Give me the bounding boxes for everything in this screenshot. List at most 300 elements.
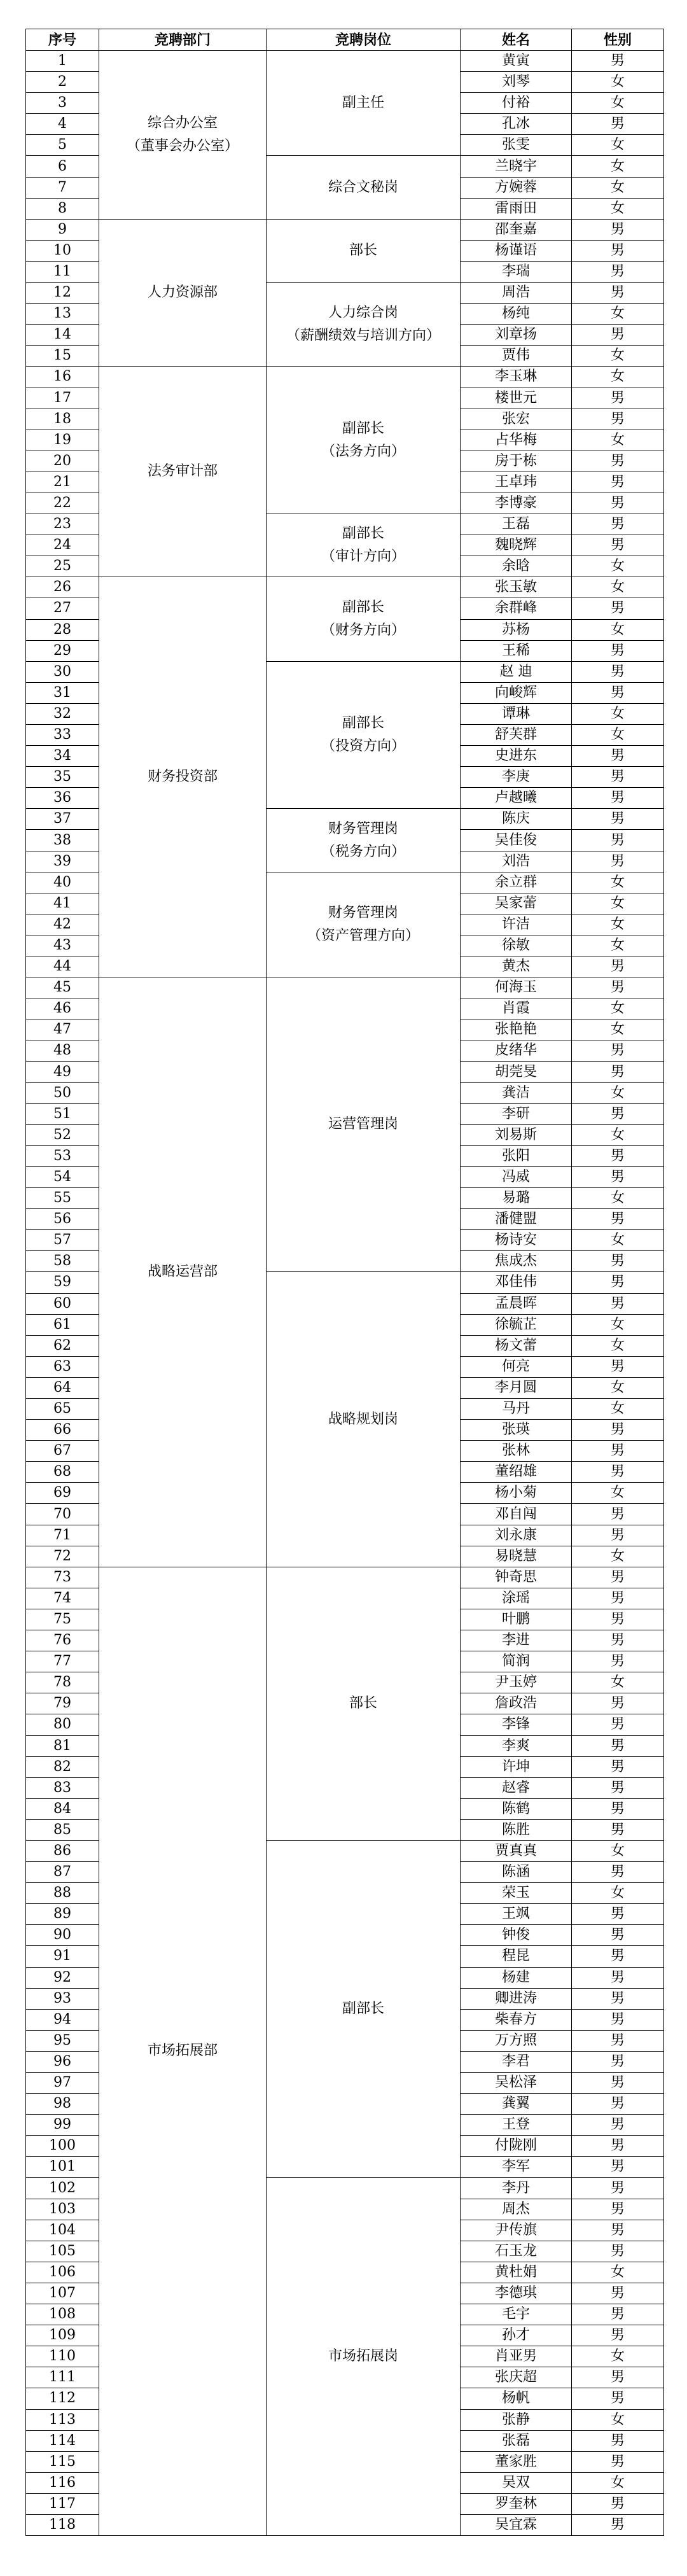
- cell-index: 36: [26, 788, 99, 809]
- cell-name: 陈涵: [461, 1862, 572, 1883]
- cell-name: 余群峰: [461, 598, 572, 619]
- cell-index: 61: [26, 1314, 99, 1335]
- cell-index: 65: [26, 1399, 99, 1420]
- cell-gender: 男: [572, 1145, 664, 1166]
- cell-index: 44: [26, 956, 99, 977]
- cell-index: 116: [26, 2472, 99, 2493]
- cell-name: 龚翼: [461, 2094, 572, 2115]
- cell-name: 李德琪: [461, 2283, 572, 2304]
- cell-name: 张瑛: [461, 1420, 572, 1441]
- cell-gender: 男: [572, 1272, 664, 1293]
- cell-gender: 男: [572, 2157, 664, 2178]
- cell-gender: 男: [572, 2030, 664, 2051]
- cell-name: 周杰: [461, 2199, 572, 2220]
- position-name-line: 部长: [349, 242, 377, 258]
- department-name-line: 综合办公室: [147, 115, 218, 131]
- cell-name: 谭琳: [461, 703, 572, 724]
- cell-position: [267, 1272, 461, 1567]
- cell-gender: 男: [572, 1630, 664, 1651]
- cell-name: 尹传旗: [461, 2220, 572, 2241]
- cell-index: 30: [26, 661, 99, 682]
- position-name-line: （资产管理方向）: [307, 927, 419, 944]
- position-name-line: 综合文秘岗: [328, 179, 398, 195]
- cell-gender: 女: [572, 1230, 664, 1251]
- cell-gender: 男: [572, 2283, 664, 2304]
- cell-name: 李瑞: [461, 261, 572, 282]
- cell-gender: 男: [572, 1798, 664, 1819]
- position-name-line: （税务方向）: [321, 843, 405, 860]
- cell-gender: 男: [572, 2325, 664, 2346]
- cell-index: 84: [26, 1798, 99, 1819]
- department-name-line: （董事会办公室）: [126, 137, 239, 154]
- cell-index: 83: [26, 1777, 99, 1798]
- cell-index: 40: [26, 872, 99, 893]
- cell-position: [267, 577, 461, 661]
- cell-name: 龚洁: [461, 1082, 572, 1103]
- cell-name: 雷雨田: [461, 198, 572, 219]
- cell-position: [267, 514, 461, 577]
- cell-name: 苏杨: [461, 619, 572, 640]
- cell-gender: 男: [572, 1925, 664, 1946]
- position-name-line: 财务管理岗: [328, 820, 398, 837]
- cell-index: 67: [26, 1441, 99, 1462]
- cell-index: 46: [26, 998, 99, 1019]
- cell-gender: 男: [572, 746, 664, 767]
- cell-name: 刘章扬: [461, 325, 572, 346]
- cell-gender: 男: [572, 1904, 664, 1925]
- cell-index: 1: [26, 51, 99, 72]
- cell-name: 贾伟: [461, 346, 572, 367]
- cell-gender: 男: [572, 1735, 664, 1756]
- cell-gender: 男: [572, 598, 664, 619]
- table-row: [26, 219, 664, 240]
- cell-name: 刘琴: [461, 72, 572, 93]
- cell-name: 董家胜: [461, 2451, 572, 2472]
- cell-index: 51: [26, 1103, 99, 1124]
- cell-gender: 男: [572, 1714, 664, 1735]
- cell-gender: 男: [572, 2094, 664, 2115]
- cell-gender: 男: [572, 2367, 664, 2388]
- cell-name: 余立群: [461, 872, 572, 893]
- cell-name: 刘易斯: [461, 1124, 572, 1145]
- cell-index: 9: [26, 219, 99, 240]
- department-name-line: 市场拓展部: [147, 2043, 218, 2059]
- cell-index: 13: [26, 304, 99, 325]
- cell-name: 易璐: [461, 1188, 572, 1209]
- cell-index: 31: [26, 682, 99, 703]
- cell-position: [267, 1840, 461, 2178]
- cell-name: 杨帆: [461, 2388, 572, 2409]
- cell-name: 余晗: [461, 556, 572, 577]
- position-name-line: （审计方向）: [321, 549, 405, 565]
- position-name-line: 战略规划岗: [328, 1411, 398, 1427]
- cell-gender: 女: [572, 1377, 664, 1398]
- cell-index: 81: [26, 1735, 99, 1756]
- cell-gender: 女: [572, 156, 664, 177]
- cell-gender: 男: [572, 1525, 664, 1546]
- cell-gender: 男: [572, 2304, 664, 2325]
- cell-gender: 女: [572, 1188, 664, 1209]
- cell-name: 钟俊: [461, 1925, 572, 1946]
- cell-position: [267, 872, 461, 977]
- cell-gender: 男: [572, 2199, 664, 2220]
- cell-index: 33: [26, 725, 99, 746]
- cell-index: 73: [26, 1567, 99, 1588]
- position-name-line: 副部长: [342, 2001, 384, 2017]
- cell-gender: 男: [572, 325, 664, 346]
- cell-gender: 男: [572, 219, 664, 240]
- cell-gender: 女: [572, 367, 664, 388]
- cell-index: 43: [26, 935, 99, 956]
- cell-name: 何海玉: [461, 977, 572, 998]
- cell-gender: 男: [572, 2241, 664, 2262]
- cell-name: 张玉敏: [461, 577, 572, 598]
- cell-gender: 男: [572, 1946, 664, 1967]
- cell-name: 王卓玮: [461, 472, 572, 493]
- cell-gender: 男: [572, 493, 664, 514]
- cell-gender: 男: [572, 956, 664, 977]
- cell-index: 57: [26, 1230, 99, 1251]
- header-row: [26, 29, 664, 51]
- cell-index: 22: [26, 493, 99, 514]
- cell-gender: 女: [572, 725, 664, 746]
- cell-index: 58: [26, 1251, 99, 1272]
- cell-gender: 女: [572, 2262, 664, 2283]
- position-name-line: 运营管理岗: [328, 1116, 398, 1133]
- cell-name: 魏晓辉: [461, 535, 572, 556]
- cell-index: 106: [26, 2262, 99, 2283]
- cell-position: [267, 1567, 461, 1840]
- cell-gender: 女: [572, 72, 664, 93]
- cell-index: 82: [26, 1756, 99, 1777]
- cell-name: 赵睿: [461, 1777, 572, 1798]
- cell-name: 史进东: [461, 746, 572, 767]
- cell-gender: 男: [572, 830, 664, 851]
- cell-name: 卿进涛: [461, 1988, 572, 2009]
- cell-gender: 男: [572, 2178, 664, 2199]
- cell-index: 28: [26, 619, 99, 640]
- cell-index: 8: [26, 198, 99, 219]
- cell-position: [267, 2178, 461, 2536]
- cell-gender: 女: [572, 304, 664, 325]
- cell-gender: 女: [572, 1399, 664, 1420]
- cell-index: 10: [26, 240, 99, 261]
- cell-index: 96: [26, 2051, 99, 2072]
- cell-gender: 男: [572, 2115, 664, 2136]
- table-row: [26, 51, 664, 72]
- cell-name: 孟晨晖: [461, 1293, 572, 1314]
- cell-position: [267, 977, 461, 1272]
- cell-index: 37: [26, 809, 99, 830]
- cell-index: 60: [26, 1293, 99, 1314]
- position-name-line: （薪酬绩效与培训方向）: [286, 327, 440, 344]
- cell-gender: 男: [572, 1609, 664, 1630]
- cell-gender: 女: [572, 872, 664, 893]
- cell-gender: 男: [572, 1967, 664, 1988]
- cell-name: 万方照: [461, 2030, 572, 2051]
- cell-gender: 男: [572, 1462, 664, 1483]
- cell-department: [99, 219, 267, 367]
- cell-name: 叶鹏: [461, 1609, 572, 1630]
- cell-name: 张艳艳: [461, 1019, 572, 1040]
- cell-index: 11: [26, 261, 99, 282]
- cell-index: 41: [26, 893, 99, 914]
- department-name-line: 人力资源部: [147, 284, 218, 301]
- table-row: [26, 977, 664, 998]
- cell-index: 35: [26, 767, 99, 788]
- cell-gender: 女: [572, 556, 664, 577]
- cell-name: 李进: [461, 1630, 572, 1651]
- cell-gender: 女: [572, 1546, 664, 1567]
- cell-name: 张庆超: [461, 2367, 572, 2388]
- header-position: 竞聘岗位: [267, 29, 461, 51]
- cell-gender: 男: [572, 1651, 664, 1672]
- cell-name: 荣玉: [461, 1883, 572, 1904]
- cell-index: 100: [26, 2136, 99, 2157]
- cell-gender: 男: [572, 1209, 664, 1230]
- cell-index: 98: [26, 2094, 99, 2115]
- cell-gender: 男: [572, 1251, 664, 1272]
- cell-name: 王磊: [461, 514, 572, 535]
- cell-gender: 男: [572, 514, 664, 535]
- cell-index: 29: [26, 640, 99, 661]
- cell-name: 付裕: [461, 93, 572, 114]
- cell-name: 赵 迪: [461, 661, 572, 682]
- cell-index: 80: [26, 1714, 99, 1735]
- cell-index: 5: [26, 135, 99, 156]
- cell-name: 杨小菊: [461, 1483, 572, 1504]
- cell-index: 118: [26, 2514, 99, 2535]
- cell-gender: 男: [572, 1293, 664, 1314]
- cell-index: 76: [26, 1630, 99, 1651]
- cell-index: 88: [26, 1883, 99, 1904]
- position-name-line: 副主任: [342, 95, 384, 111]
- cell-gender: 男: [572, 51, 664, 72]
- cell-name: 邓佳伟: [461, 1272, 572, 1293]
- cell-name: 舒芙群: [461, 725, 572, 746]
- position-name-line: 市场拓展岗: [328, 2348, 398, 2365]
- cell-gender: 女: [572, 1082, 664, 1103]
- cell-gender: 女: [572, 998, 664, 1019]
- cell-gender: 女: [572, 177, 664, 198]
- cell-index: 49: [26, 1061, 99, 1082]
- cell-name: 王登: [461, 2115, 572, 2136]
- cell-name: 吴双: [461, 2472, 572, 2493]
- cell-gender: 男: [572, 114, 664, 135]
- cell-position: [267, 219, 461, 282]
- cell-gender: 女: [572, 703, 664, 724]
- cell-index: 25: [26, 556, 99, 577]
- cell-position: [267, 809, 461, 872]
- cell-gender: 男: [572, 240, 664, 261]
- cell-name: 张磊: [461, 2430, 572, 2451]
- cell-name: 房于栋: [461, 451, 572, 472]
- cell-department: [99, 367, 267, 577]
- position-name-line: （财务方向）: [321, 622, 405, 639]
- cell-gender: 男: [572, 661, 664, 682]
- cell-gender: 男: [572, 535, 664, 556]
- department-name-line: 法务审计部: [147, 463, 218, 480]
- cell-name: 孙才: [461, 2325, 572, 2346]
- cell-gender: 女: [572, 2472, 664, 2493]
- cell-name: 邓自闯: [461, 1504, 572, 1525]
- cell-index: 6: [26, 156, 99, 177]
- cell-name: 李玉琳: [461, 367, 572, 388]
- cell-gender: 女: [572, 1335, 664, 1356]
- cell-name: 方婉蓉: [461, 177, 572, 198]
- cell-index: 7: [26, 177, 99, 198]
- cell-department: [99, 577, 267, 977]
- cell-name: 罗奎林: [461, 2493, 572, 2514]
- header-name: 姓名: [461, 29, 572, 51]
- cell-gender: 男: [572, 1040, 664, 1061]
- cell-name: 杨诗安: [461, 1230, 572, 1251]
- cell-position: [267, 156, 461, 219]
- cell-index: 91: [26, 1946, 99, 1967]
- cell-gender: 女: [572, 1124, 664, 1145]
- cell-name: 兰晓宇: [461, 156, 572, 177]
- cell-index: 56: [26, 1209, 99, 1230]
- cell-department: [99, 51, 267, 220]
- cell-gender: 女: [572, 619, 664, 640]
- cell-index: 90: [26, 1925, 99, 1946]
- cell-index: 2: [26, 72, 99, 93]
- cell-position: [267, 661, 461, 809]
- cell-name: 占华梅: [461, 430, 572, 451]
- cell-index: 74: [26, 1588, 99, 1609]
- cell-index: 103: [26, 2199, 99, 2220]
- cell-name: 向峻辉: [461, 682, 572, 703]
- cell-name: 吴宜霖: [461, 2514, 572, 2535]
- header-department: 竞聘部门: [99, 29, 267, 51]
- cell-index: 85: [26, 1819, 99, 1840]
- cell-name: 尹玉婷: [461, 1672, 572, 1693]
- cell-name: 董绍雄: [461, 1462, 572, 1483]
- cell-name: 李博豪: [461, 493, 572, 514]
- cell-index: 62: [26, 1335, 99, 1356]
- cell-gender: 男: [572, 1777, 664, 1798]
- cell-index: 21: [26, 472, 99, 493]
- cell-name: 吴松泽: [461, 2073, 572, 2094]
- table-body: [26, 51, 664, 2536]
- cell-index: 18: [26, 409, 99, 430]
- cell-index: 12: [26, 283, 99, 304]
- cell-name: 皮绪华: [461, 1040, 572, 1061]
- cell-index: 77: [26, 1651, 99, 1672]
- cell-index: 42: [26, 914, 99, 935]
- cell-index: 95: [26, 2030, 99, 2051]
- cell-gender: 男: [572, 2514, 664, 2535]
- cell-gender: 女: [572, 1840, 664, 1861]
- cell-gender: 男: [572, 2451, 664, 2472]
- cell-gender: 男: [572, 1061, 664, 1082]
- cell-index: 92: [26, 1967, 99, 1988]
- cell-index: 4: [26, 114, 99, 135]
- cell-index: 72: [26, 1546, 99, 1567]
- cell-name: 詹政浩: [461, 1693, 572, 1714]
- cell-index: 70: [26, 1504, 99, 1525]
- cell-index: 54: [26, 1166, 99, 1187]
- cell-index: 16: [26, 367, 99, 388]
- cell-gender: 男: [572, 1103, 664, 1124]
- cell-name: 钟奇思: [461, 1567, 572, 1588]
- cell-gender: 男: [572, 1693, 664, 1714]
- position-name-line: 副部长: [342, 420, 384, 437]
- cell-name: 李研: [461, 1103, 572, 1124]
- cell-index: 112: [26, 2388, 99, 2409]
- cell-gender: 男: [572, 1166, 664, 1187]
- cell-gender: 男: [572, 1504, 664, 1525]
- cell-gender: 男: [572, 451, 664, 472]
- cell-name: 张雯: [461, 135, 572, 156]
- cell-name: 王稀: [461, 640, 572, 661]
- cell-name: 涂瑶: [461, 1588, 572, 1609]
- cell-gender: 男: [572, 2073, 664, 2094]
- cell-gender: 男: [572, 767, 664, 788]
- position-name-line: 部长: [349, 1695, 377, 1712]
- cell-index: 26: [26, 577, 99, 598]
- cell-gender: 男: [572, 1819, 664, 1840]
- position-name-line: 财务管理岗: [328, 904, 398, 921]
- cell-gender: 男: [572, 1588, 664, 1609]
- department-name-line: 财务投资部: [147, 769, 218, 785]
- cell-name: 张阳: [461, 1145, 572, 1166]
- cell-index: 52: [26, 1124, 99, 1145]
- cell-index: 59: [26, 1272, 99, 1293]
- cell-index: 45: [26, 977, 99, 998]
- cell-gender: 女: [572, 935, 664, 956]
- cell-index: 69: [26, 1483, 99, 1504]
- cell-name: 黄杰: [461, 956, 572, 977]
- cell-name: 焦成杰: [461, 1251, 572, 1272]
- cell-index: 19: [26, 430, 99, 451]
- cell-gender: 女: [572, 135, 664, 156]
- cell-gender: 女: [572, 893, 664, 914]
- cell-index: 20: [26, 451, 99, 472]
- cell-index: 38: [26, 830, 99, 851]
- position-name-line: （投资方向）: [321, 738, 405, 755]
- cell-index: 108: [26, 2304, 99, 2325]
- header-index: 序号: [26, 29, 99, 51]
- table-row: [26, 1567, 664, 1588]
- cell-index: 34: [26, 746, 99, 767]
- cell-index: 102: [26, 2178, 99, 2199]
- cell-gender: 男: [572, 809, 664, 830]
- cell-gender: 女: [572, 1672, 664, 1693]
- cell-gender: 女: [572, 2409, 664, 2430]
- cell-name: 李爽: [461, 1735, 572, 1756]
- cell-name: 孔冰: [461, 114, 572, 135]
- cell-gender: 女: [572, 430, 664, 451]
- cell-gender: 女: [572, 1019, 664, 1040]
- cell-name: 刘浩: [461, 851, 572, 872]
- cell-index: 115: [26, 2451, 99, 2472]
- cell-gender: 男: [572, 640, 664, 661]
- cell-name: 刘永康: [461, 1525, 572, 1546]
- cell-index: 78: [26, 1672, 99, 1693]
- cell-gender: 女: [572, 346, 664, 367]
- cell-index: 97: [26, 2073, 99, 2094]
- cell-position: [267, 283, 461, 367]
- cell-name: 黄杜娟: [461, 2262, 572, 2283]
- cell-gender: 女: [572, 2346, 664, 2367]
- cell-index: 101: [26, 2157, 99, 2178]
- cell-name: 邵奎嘉: [461, 219, 572, 240]
- cell-index: 23: [26, 514, 99, 535]
- cell-department: [99, 1567, 267, 2535]
- cell-index: 64: [26, 1377, 99, 1398]
- cell-gender: 男: [572, 1420, 664, 1441]
